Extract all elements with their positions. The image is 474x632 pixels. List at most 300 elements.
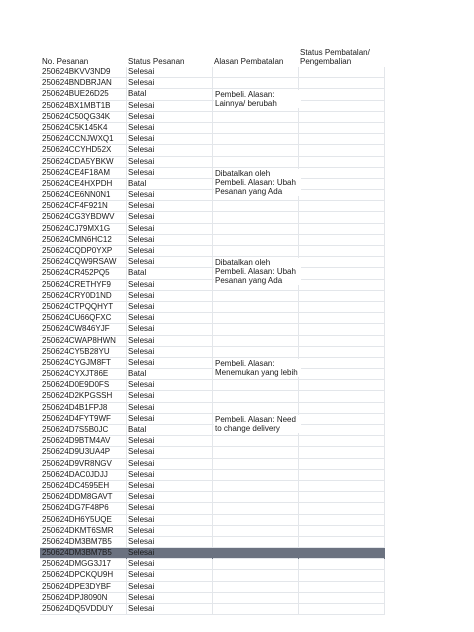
table-row[interactable]: [40, 67, 385, 78]
table-row[interactable]: [40, 324, 385, 335]
cell-gridline: [126, 481, 127, 492]
cell-order-no[interactable]: 250624CMN6HC12: [42, 234, 112, 244]
cell-gridline: [298, 604, 299, 615]
cell-order-status[interactable]: Selesai: [128, 246, 155, 255]
cell-gridline: [212, 447, 213, 458]
cell-order-no[interactable]: 250624BNDBRJAN: [42, 78, 112, 88]
table-row[interactable]: [40, 526, 385, 537]
cell-gridline: [212, 503, 213, 514]
cell-gridline: [212, 559, 213, 570]
cell-gridline: [126, 604, 127, 615]
cell-gridline: [212, 570, 213, 581]
cell-order-status[interactable]: Selesai: [128, 559, 155, 569]
cell-order-no[interactable]: 250624CE4HXPDH: [42, 178, 113, 188]
cell-order-status[interactable]: Selesai: [128, 458, 155, 468]
cell-order-status[interactable]: Selesai: [128, 335, 155, 345]
cell-gridline: [212, 604, 213, 615]
cell-gridline: [384, 492, 385, 503]
cell-gridline: [298, 134, 299, 145]
cell-order-no[interactable]: 250624DPE3DYBF: [42, 581, 111, 591]
cell-gridline: [126, 570, 127, 581]
cell-gridline: [384, 593, 385, 604]
cell-gridline: [212, 212, 213, 223]
table-row[interactable]: [40, 145, 385, 156]
cell-gridline: [298, 291, 299, 302]
cell-gridline: [384, 145, 385, 156]
cell-order-status[interactable]: Selesai: [128, 201, 155, 211]
cell-gridline: [212, 593, 213, 604]
cell-order-status[interactable]: Selesai: [128, 190, 155, 200]
table-row[interactable]: [40, 481, 385, 492]
cell-gridline: [212, 280, 213, 291]
cell-gridline: [298, 593, 299, 604]
cell-order-no[interactable]: 250624D7S5B0JC: [42, 425, 109, 434]
cell-gridline: [212, 134, 213, 145]
table-row[interactable]: [40, 470, 385, 481]
cell-gridline: [384, 582, 385, 593]
cell-gridline: [212, 235, 213, 246]
cell-gridline: [212, 414, 213, 425]
cell-gridline: [384, 503, 385, 514]
cell-gridline: [126, 268, 127, 279]
cell-gridline: [384, 526, 385, 537]
cell-gridline: [384, 201, 385, 212]
cell-order-status[interactable]: Selesai: [128, 145, 155, 155]
cell-order-no[interactable]: 250624CDA5YBKW: [42, 156, 114, 166]
cell-order-no[interactable]: 250624D0E9D0FS: [42, 380, 110, 390]
cell-gridline: [384, 559, 385, 570]
cell-gridline: [126, 224, 127, 235]
cell-gridline: [212, 246, 213, 257]
cell-gridline: [126, 134, 127, 145]
cell-gridline: [212, 168, 213, 179]
cell-gridline: [212, 101, 213, 112]
cell-gridline: [384, 324, 385, 335]
cell-order-no[interactable]: 250624CQDP0YXP: [42, 246, 113, 255]
cell-gridline: [212, 391, 213, 402]
cell-gridline: [384, 515, 385, 526]
cell-gridline: [212, 324, 213, 335]
cell-order-no[interactable]: 250624D9U3UA4P: [42, 447, 111, 457]
cell-gridline: [212, 459, 213, 470]
cell-order-status[interactable]: Selesai: [128, 156, 155, 166]
cell-gridline: [212, 369, 213, 380]
header-cancel-reason: Alasan Pembatalan: [214, 57, 284, 66]
table-row[interactable]: [40, 280, 385, 291]
cell-gridline: [384, 123, 385, 134]
table-row[interactable]: [40, 403, 385, 414]
cell-order-status[interactable]: Selesai: [128, 134, 155, 144]
cell-order-status[interactable]: Selesai: [128, 111, 155, 121]
cell-order-status[interactable]: Selesai: [128, 313, 155, 323]
cell-gridline: [126, 324, 127, 335]
table-row[interactable]: [40, 157, 385, 168]
cell-gridline: [212, 492, 213, 503]
cell-gridline: [298, 112, 299, 123]
table-row[interactable]: [40, 604, 385, 615]
cell-cancel-reason[interactable]: Pembeli. Alasan: Lainnya/ berubah: [214, 90, 301, 108]
cell-gridline: [384, 168, 385, 179]
cell-gridline: [212, 336, 213, 347]
cell-gridline: [212, 582, 213, 593]
cell-gridline: [212, 201, 213, 212]
cell-gridline: [212, 179, 213, 190]
cell-gridline: [212, 380, 213, 391]
cell-order-no[interactable]: 250624DC4595EH: [42, 480, 110, 490]
table-row[interactable]: [40, 89, 385, 100]
cell-order-status[interactable]: Selesai: [128, 234, 155, 244]
cell-order-no[interactable]: 250624DQ5VDDUY: [42, 604, 114, 613]
cell-order-no[interactable]: 250624BUE26D25: [42, 89, 109, 99]
cell-gridline: [298, 157, 299, 168]
cell-gridline: [212, 112, 213, 123]
cell-order-no[interactable]: 250624CE6NN0N1: [42, 190, 111, 200]
cell-order-status[interactable]: Selesai: [128, 257, 155, 267]
cell-gridline: [126, 347, 127, 358]
cell-order-status[interactable]: Selesai: [128, 324, 155, 334]
cell-gridline: [126, 302, 127, 313]
table-row[interactable]: [40, 134, 385, 145]
cell-gridline: [384, 537, 385, 548]
cell-gridline: [212, 268, 213, 279]
table-row[interactable]: [40, 447, 385, 458]
cell-order-status[interactable]: Selesai: [128, 604, 155, 613]
cell-order-no[interactable]: 250624CCNJWXQ1: [42, 134, 114, 144]
cell-order-status[interactable]: Selesai: [128, 503, 155, 513]
cell-gridline: [384, 481, 385, 492]
cell-order-status[interactable]: Selesai: [128, 548, 155, 558]
cell-order-no[interactable]: 250624DKMT6SMR: [42, 525, 114, 535]
cell-gridline: [384, 179, 385, 190]
cell-gridline: [384, 78, 385, 89]
table-row[interactable]: [40, 347, 385, 358]
cell-gridline: [126, 78, 127, 89]
cell-gridline: [212, 515, 213, 526]
cell-gridline: [384, 134, 385, 145]
cell-gridline: [384, 604, 385, 615]
cell-gridline: [212, 470, 213, 481]
cell-gridline: [298, 503, 299, 514]
cell-order-status[interactable]: Selesai: [128, 436, 155, 446]
cell-order-status[interactable]: Selesai: [128, 212, 155, 222]
cell-gridline: [298, 436, 299, 447]
cell-order-no[interactable]: 250624D2KPGSSH: [42, 391, 113, 401]
cell-gridline: [126, 257, 127, 268]
cell-gridline: [212, 302, 213, 313]
cell-gridline: [298, 246, 299, 257]
cell-gridline: [384, 157, 385, 168]
cell-order-status[interactable]: Selesai: [128, 290, 155, 300]
cell-gridline: [384, 257, 385, 268]
cell-gridline: [126, 291, 127, 302]
table-row[interactable]: [40, 313, 385, 324]
cell-cancel-reason[interactable]: Dibatalkan oleh Pembeli. Alasan: Ubah Pesanan yang Ada: [214, 258, 301, 285]
table-row[interactable]: [40, 179, 385, 190]
table-row[interactable]: [40, 112, 385, 123]
cell-gridline: [384, 67, 385, 78]
cell-order-no[interactable]: 250624DPCKQU9H: [42, 570, 114, 580]
cell-cancel-reason[interactable]: Pembeli. Alasan: Menemukan yang lebih: [214, 359, 301, 377]
cell-gridline: [212, 313, 213, 324]
cell-gridline: [212, 190, 213, 201]
table-row[interactable]: [40, 190, 385, 201]
table-row[interactable]: [40, 268, 385, 279]
cell-order-status[interactable]: Selesai: [128, 570, 155, 580]
cell-order-status[interactable]: Selesai: [128, 402, 155, 412]
cell-gridline: [384, 112, 385, 123]
cell-order-no[interactable]: 250624CQW9RSAW: [42, 257, 117, 267]
cell-order-no[interactable]: 250624CWAP8HWN: [42, 335, 116, 345]
cell-gridline: [126, 112, 127, 123]
cell-order-status[interactable]: Selesai: [128, 581, 155, 591]
cell-order-no[interactable]: 250624CF4F921N: [42, 201, 108, 211]
table-row[interactable]: [40, 492, 385, 503]
cell-order-no[interactable]: 250624DH6Y5UQE: [42, 514, 112, 524]
cell-gridline: [126, 380, 127, 391]
cell-gridline: [384, 470, 385, 481]
cell-gridline: [384, 570, 385, 581]
cell-order-no[interactable]: 250624DM3BM7B5: [42, 548, 112, 558]
cell-order-status[interactable]: Selesai: [128, 592, 155, 602]
cell-gridline: [126, 593, 127, 604]
table-row[interactable]: [40, 425, 385, 436]
cell-gridline: [126, 436, 127, 447]
cell-order-status[interactable]: Selesai: [128, 514, 155, 524]
cell-order-status[interactable]: Selesai: [128, 536, 155, 546]
cell-order-no[interactable]: 250624D9BTM4AV: [42, 436, 111, 446]
cell-order-status[interactable]: Selesai: [128, 346, 155, 356]
cell-gridline: [384, 212, 385, 223]
cell-gridline: [384, 403, 385, 414]
table-row[interactable]: [40, 369, 385, 380]
cell-gridline: [212, 358, 213, 369]
cell-gridline: [212, 425, 213, 436]
cell-order-no[interactable]: 250624D4FYT9WF: [42, 413, 111, 423]
cell-order-status[interactable]: Selesai: [128, 492, 155, 502]
cell-order-no[interactable]: 250624D4B1FPJ8: [42, 402, 108, 412]
table-row[interactable]: [40, 358, 385, 369]
cell-gridline: [384, 101, 385, 112]
cell-gridline: [126, 459, 127, 470]
header-return-status: Status Pembatalan/ Pengembalian: [300, 48, 370, 66]
cell-gridline: [298, 559, 299, 570]
cell-gridline: [126, 358, 127, 369]
cell-gridline: [384, 190, 385, 201]
table-row[interactable]: [40, 391, 385, 402]
table-row[interactable]: [40, 246, 385, 257]
cell-gridline: [212, 157, 213, 168]
cell-order-no[interactable]: 250624D9VR8NGV: [42, 458, 112, 468]
cell-gridline: [298, 403, 299, 414]
cell-order-no[interactable]: 250624DPJ8090N: [42, 592, 108, 602]
table-row[interactable]: [40, 212, 385, 223]
table-row[interactable]: [40, 302, 385, 313]
cell-gridline: [126, 470, 127, 481]
cell-order-status[interactable]: Selesai: [128, 413, 155, 423]
table-row[interactable]: [40, 515, 385, 526]
cell-gridline: [384, 302, 385, 313]
table-row[interactable]: [40, 414, 385, 425]
cell-order-status[interactable]: Batal: [128, 178, 147, 188]
cell-gridline: [298, 302, 299, 313]
cell-gridline: [298, 123, 299, 134]
cell-order-no[interactable]: 250624C5K145K4: [42, 122, 108, 132]
cell-gridline: [126, 313, 127, 324]
cell-order-status[interactable]: Selesai: [128, 469, 155, 479]
cell-order-status[interactable]: Batal: [128, 268, 147, 278]
cell-gridline: [384, 391, 385, 402]
cell-gridline: [384, 89, 385, 100]
cell-order-no[interactable]: 250624CCYHD52X: [42, 145, 112, 155]
cell-gridline: [212, 123, 213, 134]
cell-order-no[interactable]: 250624DDM8GAVT: [42, 492, 113, 502]
cell-order-no[interactable]: 250624CR452PQ5: [42, 268, 110, 278]
cell-gridline: [298, 347, 299, 358]
cell-order-status[interactable]: Selesai: [128, 525, 155, 535]
cell-order-status[interactable]: Selesai: [128, 391, 155, 401]
cell-gridline: [384, 358, 385, 369]
cell-cancel-reason[interactable]: Dibatalkan oleh Pembeli. Alasan: Ubah Pesanan yang Ada: [214, 169, 301, 196]
cell-gridline: [212, 224, 213, 235]
cell-gridline: [126, 425, 127, 436]
table-row[interactable]: [40, 570, 385, 581]
header-order-no: No. Pesanan: [42, 57, 89, 66]
cell-gridline: [126, 336, 127, 347]
cell-gridline: [212, 347, 213, 358]
cell-order-no[interactable]: 250624DMGG3J17: [42, 559, 111, 569]
cell-gridline: [298, 492, 299, 503]
cell-gridline: [126, 280, 127, 291]
cell-gridline: [212, 481, 213, 492]
cell-gridline: [126, 526, 127, 537]
cell-order-no[interactable]: 250624CE4F18AM: [42, 167, 111, 177]
cell-order-no[interactable]: 250624CJ79MX1G: [42, 223, 111, 233]
table-row[interactable]: [40, 459, 385, 470]
cell-gridline: [126, 582, 127, 593]
table-row[interactable]: [40, 123, 385, 134]
cell-order-no[interactable]: 250624CRETHYF9: [42, 279, 111, 289]
table-row[interactable]: [40, 101, 385, 112]
cell-gridline: [298, 313, 299, 324]
table-row[interactable]: [40, 503, 385, 514]
cell-gridline: [298, 515, 299, 526]
cell-order-status[interactable]: Selesai: [128, 480, 155, 490]
cell-gridline: [126, 559, 127, 570]
cell-order-no[interactable]: 250624BKVV3ND9: [42, 67, 111, 76]
cell-order-status[interactable]: Batal: [128, 89, 147, 99]
header-order-status: Status Pesanan: [128, 57, 185, 66]
cell-gridline: [298, 470, 299, 481]
cell-gridline: [212, 145, 213, 156]
cell-order-status[interactable]: Selesai: [128, 279, 155, 289]
cell-order-no[interactable]: 250624CYGJM8FT: [42, 357, 111, 367]
table-row[interactable]: [40, 235, 385, 246]
cell-order-status[interactable]: Selesai: [128, 100, 155, 110]
cell-order-no[interactable]: 250624CYXJT86E: [42, 369, 109, 379]
table-row[interactable]: [40, 168, 385, 179]
cell-order-no[interactable]: 250624CRY0D1ND: [42, 290, 112, 300]
table-row[interactable]: [40, 291, 385, 302]
cell-order-status[interactable]: Selesai: [128, 78, 155, 88]
cell-order-no[interactable]: 250624CY5B28YU: [42, 346, 110, 356]
cell-order-status[interactable]: Selesai: [128, 357, 155, 367]
cell-gridline: [126, 369, 127, 380]
cell-order-no[interactable]: 250624DG7F48P6: [42, 503, 109, 513]
cell-gridline: [384, 280, 385, 291]
cell-order-no[interactable]: 250624CTPQQHYT: [42, 301, 114, 311]
cell-gridline: [384, 235, 385, 246]
cell-order-status[interactable]: Selesai: [128, 223, 155, 233]
table-row[interactable]: [40, 201, 385, 212]
cell-gridline: [298, 212, 299, 223]
cell-order-no[interactable]: 250624CU66QFXC: [42, 313, 112, 323]
cell-order-no[interactable]: 250624DAC0JDJJ: [42, 469, 108, 479]
cell-gridline: [298, 235, 299, 246]
cell-order-status[interactable]: Selesai: [128, 67, 155, 76]
cell-gridline: [298, 145, 299, 156]
cell-order-status[interactable]: Selesai: [128, 167, 155, 177]
table-row[interactable]: [40, 224, 385, 235]
cell-gridline: [126, 447, 127, 458]
cell-gridline: [212, 436, 213, 447]
cell-gridline: [126, 157, 127, 168]
table-row[interactable]: [40, 78, 385, 89]
cell-gridline: [298, 224, 299, 235]
cell-gridline: [212, 403, 213, 414]
cell-order-no[interactable]: 250624BX1MBT1B: [42, 100, 111, 110]
cell-gridline: [298, 481, 299, 492]
cell-gridline: [384, 347, 385, 358]
cell-order-no[interactable]: 250624CG3YBDWV: [42, 212, 115, 222]
table-row[interactable]: [40, 559, 385, 570]
cell-order-status[interactable]: Selesai: [128, 122, 155, 132]
cell-order-status[interactable]: Batal: [128, 425, 147, 434]
cell-gridline: [384, 414, 385, 425]
cell-gridline: [212, 78, 213, 89]
cell-gridline: [212, 291, 213, 302]
table-row[interactable]: [40, 380, 385, 391]
table-row[interactable]: [40, 537, 385, 548]
cell-gridline: [126, 67, 127, 78]
table-row[interactable]: [40, 436, 385, 447]
cell-order-no[interactable]: 250624C50QG34K: [42, 111, 111, 121]
cell-gridline: [126, 123, 127, 134]
cell-gridline: [298, 570, 299, 581]
cell-order-no[interactable]: 250624CW846YJF: [42, 324, 110, 334]
cell-order-status[interactable]: Selesai: [128, 380, 155, 390]
table-row[interactable]: [40, 336, 385, 347]
table-row[interactable]: [40, 548, 385, 559]
cell-order-status[interactable]: Selesai: [128, 447, 155, 457]
table-row[interactable]: [40, 593, 385, 604]
cell-gridline: [298, 447, 299, 458]
cell-order-status[interactable]: Batal: [128, 369, 147, 379]
cell-cancel-reason[interactable]: Pembeli. Alasan: Need to change delivery: [214, 415, 301, 433]
cell-order-no[interactable]: 250624DM3BM7B5: [42, 536, 112, 546]
table-row[interactable]: [40, 582, 385, 593]
cell-gridline: [298, 537, 299, 548]
cell-gridline: [212, 548, 213, 559]
cell-gridline: [126, 548, 127, 559]
cell-gridline: [384, 268, 385, 279]
cell-gridline: [384, 459, 385, 470]
cell-gridline: [212, 89, 213, 100]
cell-gridline: [212, 67, 213, 78]
cell-order-status[interactable]: Selesai: [128, 301, 155, 311]
order-sheet: [40, 48, 385, 615]
table-row[interactable]: [40, 257, 385, 268]
cell-gridline: [384, 380, 385, 391]
